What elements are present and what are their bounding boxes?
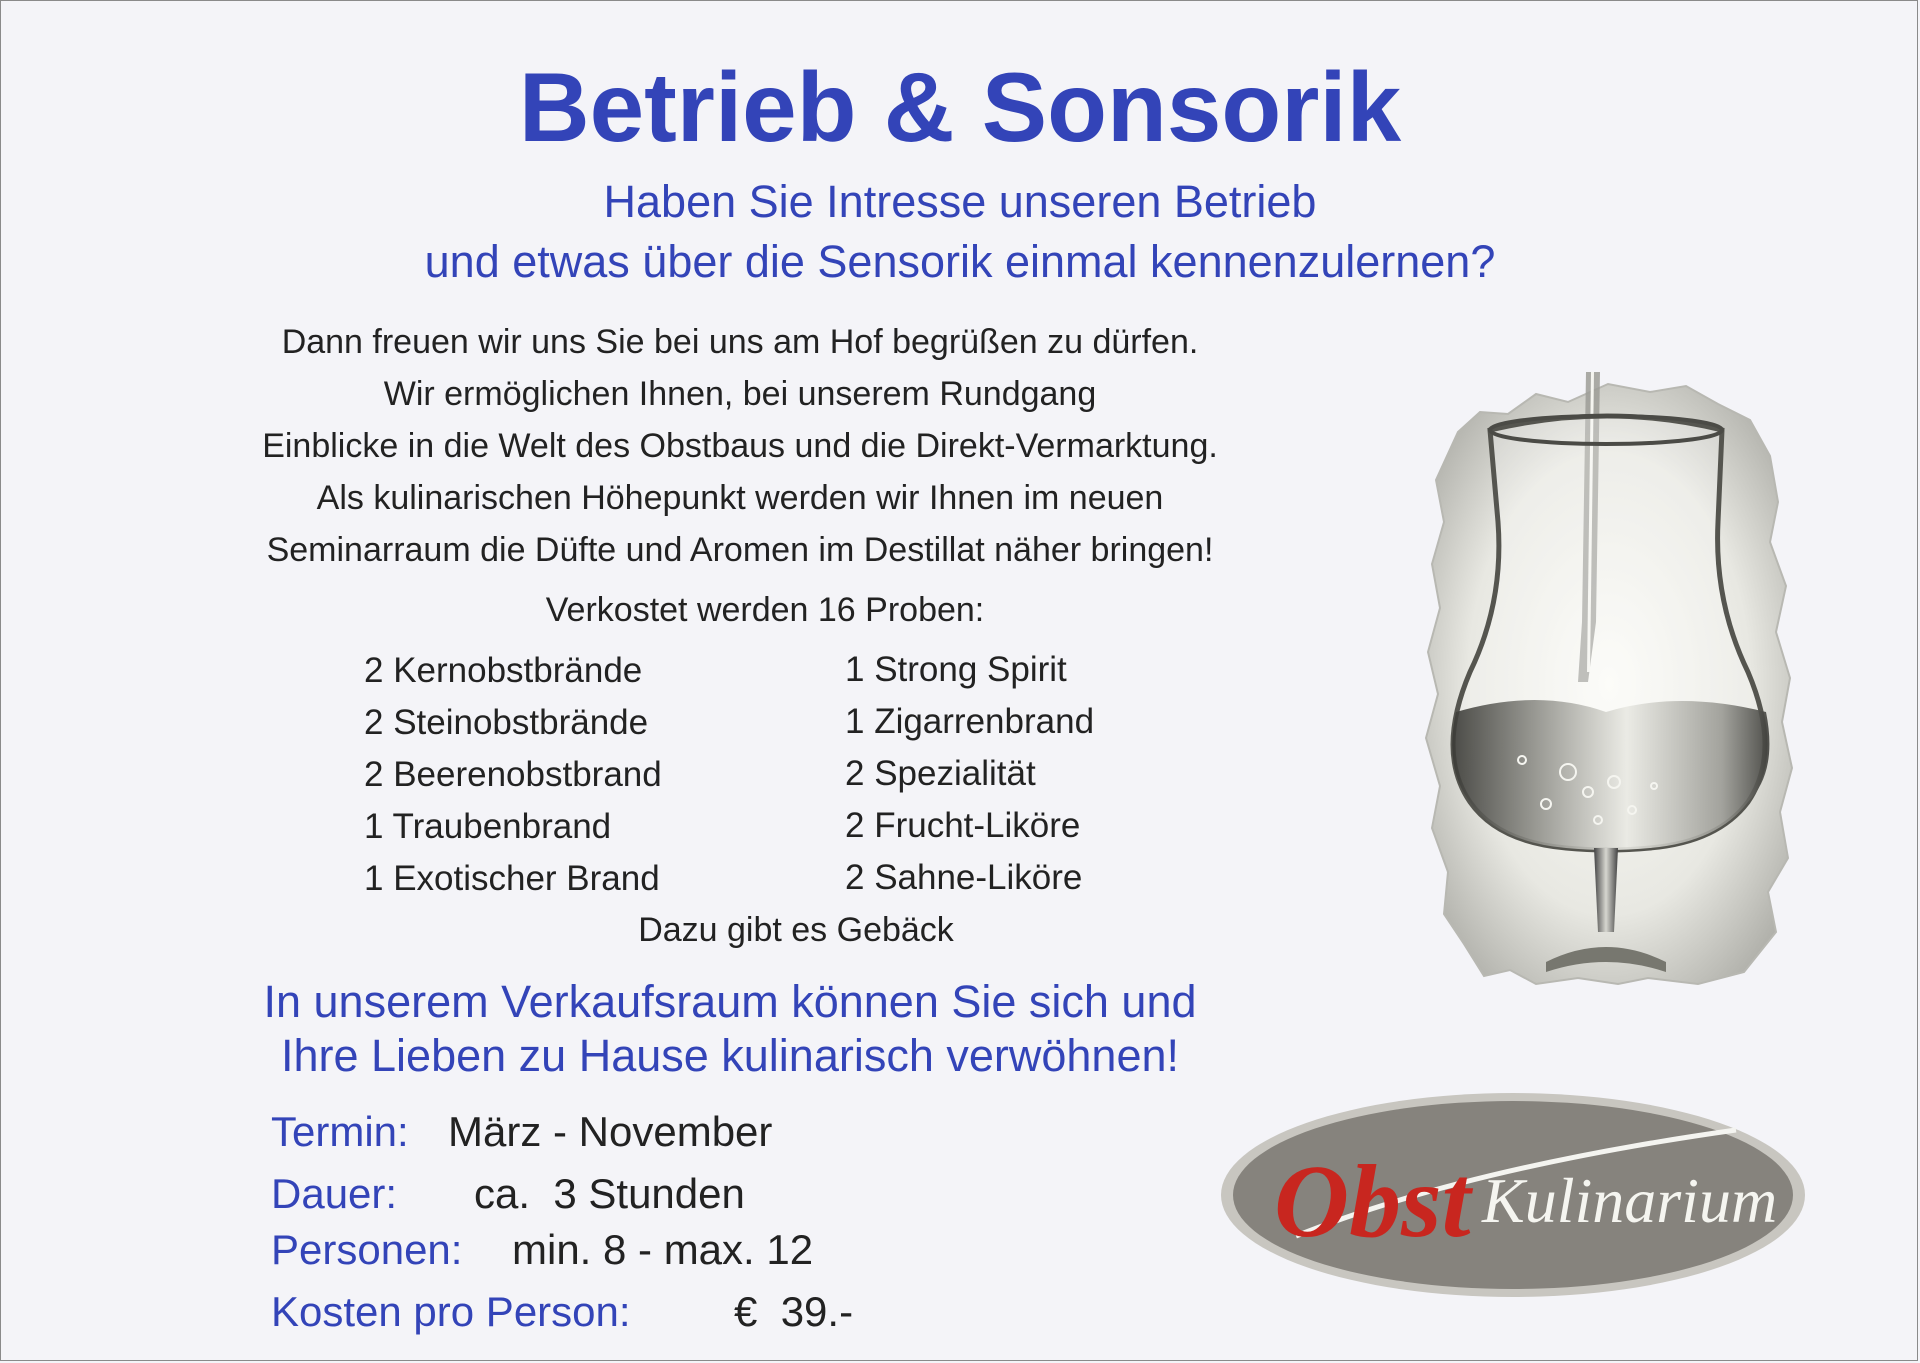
page-title: Betrieb & Sonsorik [518,52,1402,162]
kosten-label: Kosten pro Person: [271,1288,631,1335]
glass-of-spirit-icon [1418,372,1796,986]
shop-line-2: Ihre Lieben zu Hause kulinarisch verwöhnen! [280,1030,1180,1081]
kosten-value: € 39.- [734,1288,854,1335]
subtitle-line-2: und etwas über die Sensorik einmal kennenzulernen? [424,236,1496,287]
sample-item: 1 Strong Spirit [845,650,1067,689]
logo-word-obst: Obst [1274,1144,1471,1259]
logo-word-kulinarium: Kulinarium [1482,1165,1778,1236]
sample-item: 1 Zigarrenbrand [845,702,1095,741]
sample-item: 2 Steinobstbrände [364,703,649,742]
dauer-label: Dauer: [271,1170,398,1217]
sample-item: 2 Kernobstbrände [364,651,643,690]
sample-item: 1 Exotischer Brand [364,859,660,898]
intro-line: Dann freuen wir uns Sie bei uns am Hof begrüßen zu dürfen. [281,323,1199,361]
dauer-value: ca. 3 Stunden [474,1170,745,1217]
tasting-heading: Verkostet werden 16 Proben: [545,591,985,629]
intro-line: Einblicke in die Welt des Obstbaus und die Direkt-Vermarktung. [262,427,1218,465]
personen-value: min. 8 - max. 12 [512,1226,814,1273]
sample-item: 1 Traubenbrand [364,807,612,846]
sample-item: 2 Spezialität [845,754,1036,793]
intro-line: Als kulinarischen Höhepunkt werden wir Ihnen im neuen [316,479,1164,517]
intro-line: Wir ermöglichen Ihnen, bei unserem Rundgang [383,375,1097,413]
personen-label: Personen: [271,1226,463,1273]
sample-item: 2 Frucht-Liköre [845,806,1081,845]
subtitle-line-1: Haben Sie Intresse unseren Betrieb [603,176,1317,227]
obst-kulinarium-logo [1216,1088,1810,1302]
sample-list-left [364,645,662,905]
termin-value: März - November [448,1108,773,1155]
shop-line-1: In unserem Verkaufsraum können Sie sich und [263,976,1197,1027]
pastry-note: Dazu gibt es Gebäck [638,911,954,949]
intro-line: Seminarraum die Düfte und Aromen im Destillat näher bringen! [266,531,1214,569]
sample-item: 2 Sahne-Liköre [845,858,1083,897]
termin-label: Termin: [271,1108,409,1155]
sample-list-right [845,644,1094,904]
sample-item: 2 Beerenobstbrand [364,755,662,794]
